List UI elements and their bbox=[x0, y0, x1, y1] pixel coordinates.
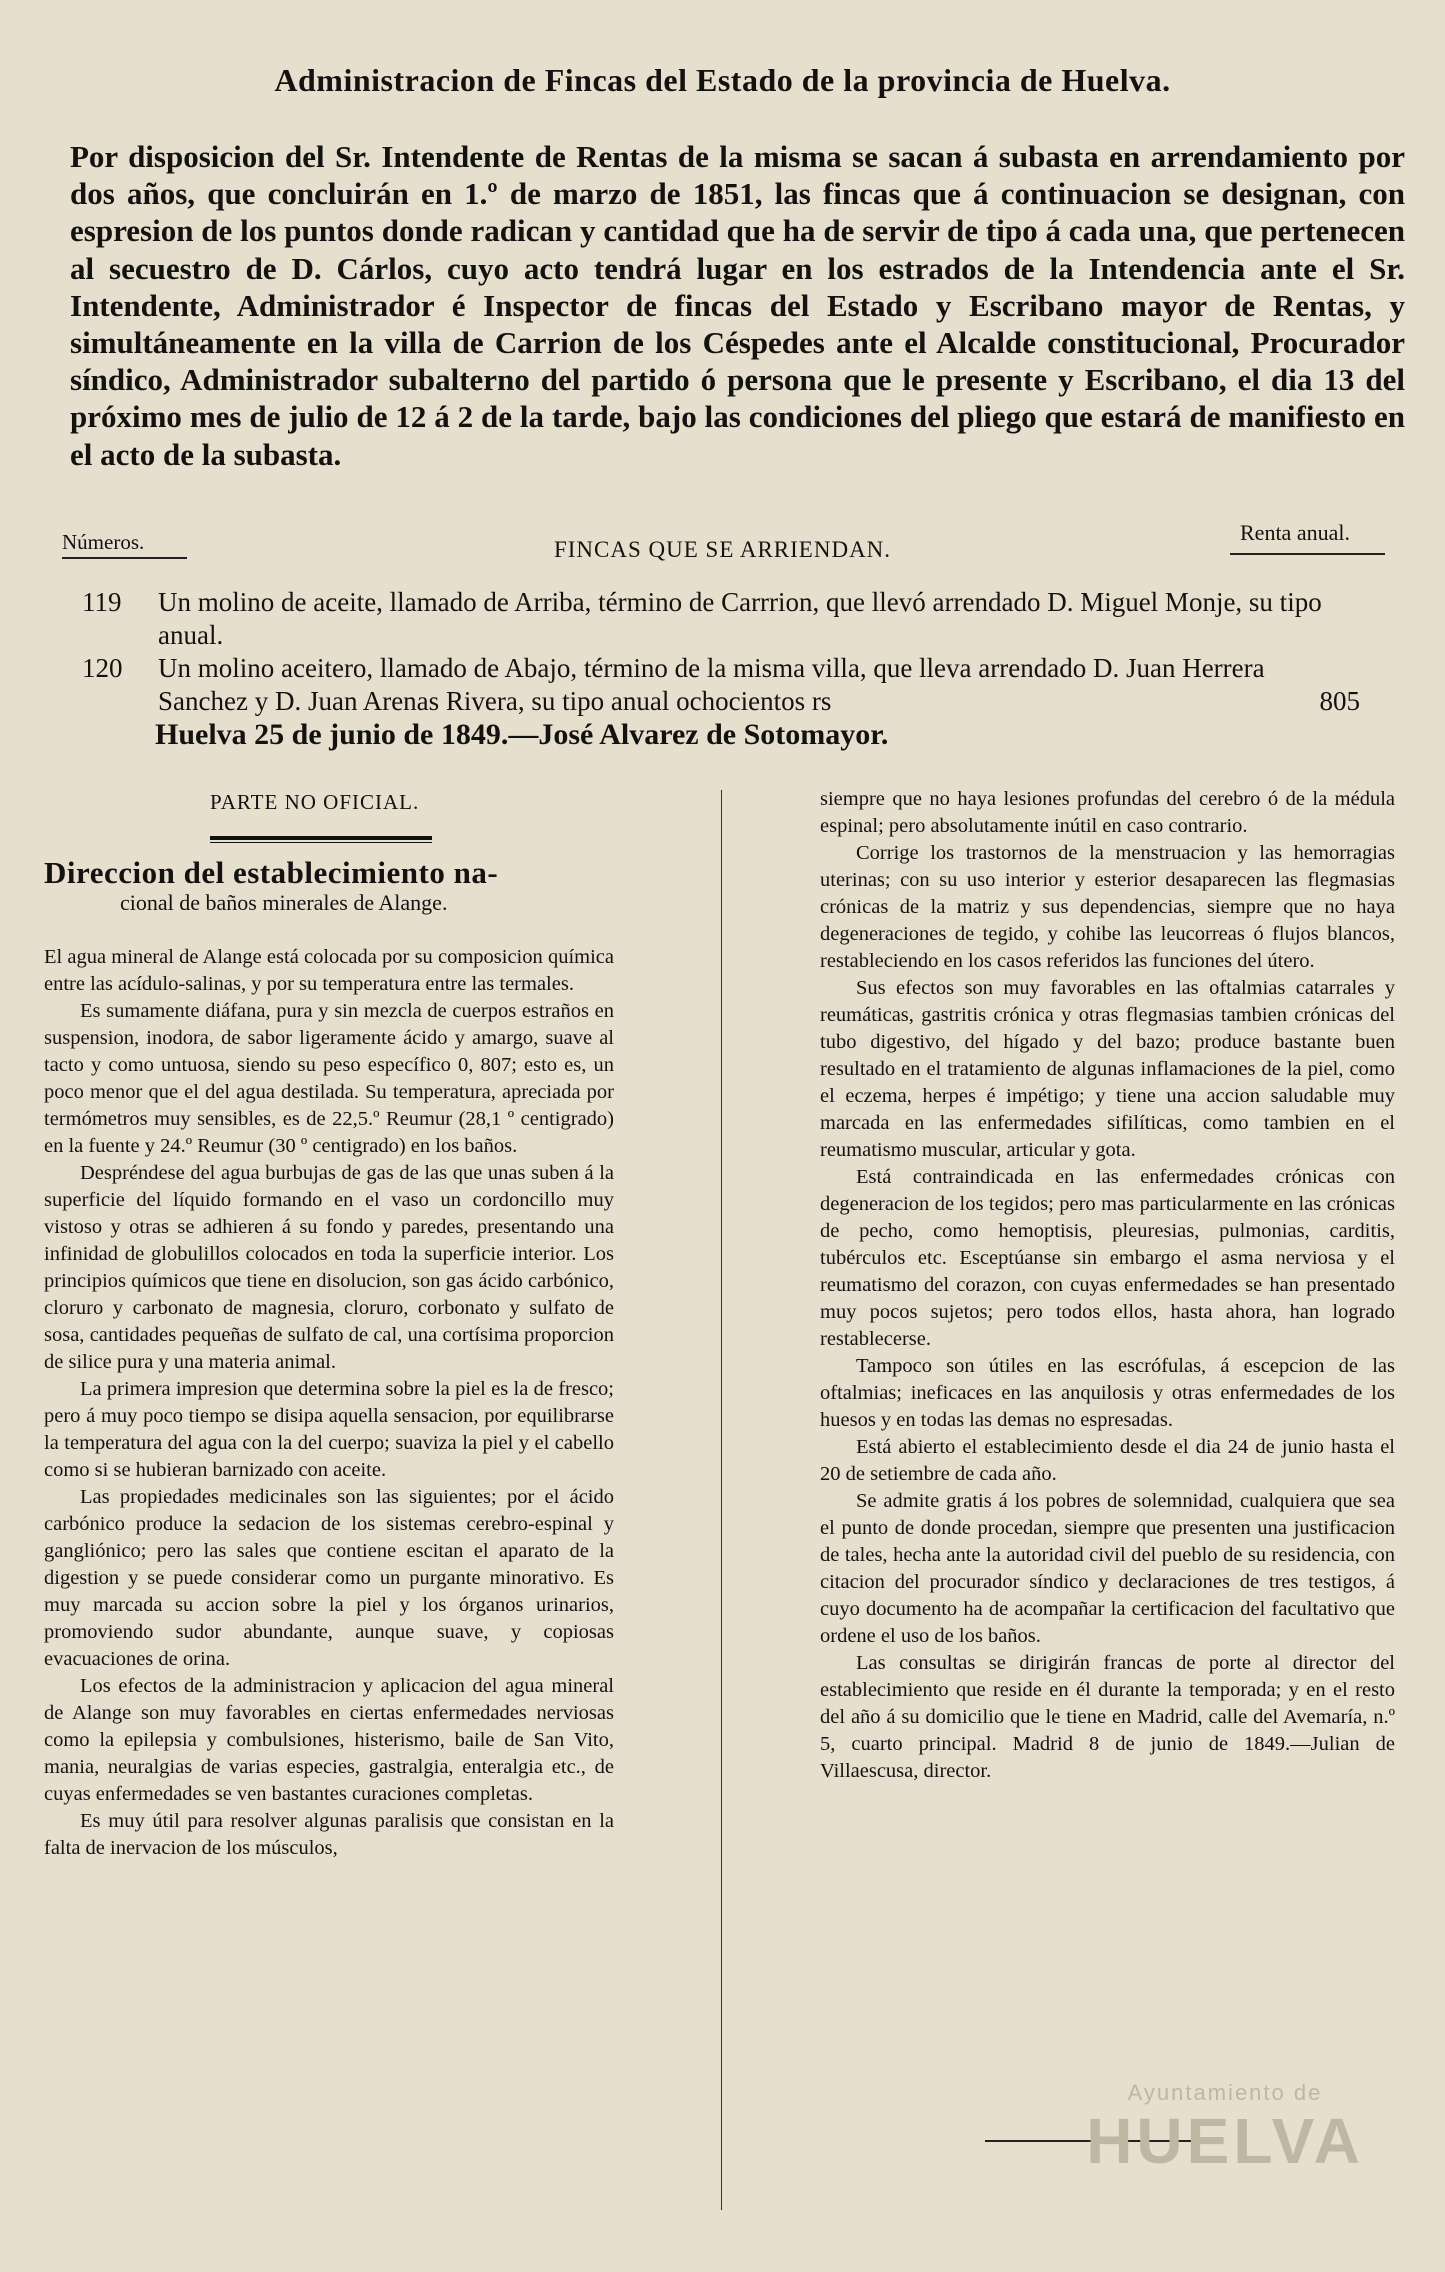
paragraph: El agua mineral de Alange está colocada por su composicion química entre las acídulo-salinas, y por su temperatura entre las termales. bbox=[44, 946, 614, 995]
column-divider bbox=[721, 790, 722, 2210]
numeros-column-label: Números. bbox=[62, 530, 145, 554]
finca-description: Un molino aceitero, llamado de Abajo, término de la misma villa, que lleva arrendado D. Juan Herrera Sanchez y D. Juan Arenas Rivera, su tipo anual ochocientos rs bbox=[158, 653, 1265, 716]
right-column bbox=[820, 786, 1395, 1785]
paragraph: Está abierto el establecimiento desde el dia 24 de junio hasta el 20 de setiembre de cada año. bbox=[820, 1436, 1395, 1485]
archive-watermark bbox=[1060, 2080, 1390, 2240]
article-title: Direccion del establecimiento na- bbox=[44, 855, 499, 890]
paragraph: siempre que no haya lesiones profundas del cerebro ó de la médula espinal; pero absolutamente inútil en caso contrario. bbox=[820, 788, 1395, 837]
section-label: PARTE NO OFICIAL. bbox=[210, 790, 420, 814]
finca-description: Un molino de aceite, llamado de Arriba, término de Carrrion, que llevó arrendado D. Miguel Monje, su tipo anual. bbox=[158, 587, 1322, 650]
paragraph: Corrige los trastornos de la menstruacion y las hemorragias uterinas; con su uso interior y esterior desaparecen las flegmasias crónicas de la matriz y sus dependencias, siempre que no haya degeneraciones de tegido, y cohibe las leucorreas ó flujos blancos, restableciendo en los casos referidos las funciones del útero. bbox=[820, 842, 1395, 972]
renta-rule bbox=[1230, 553, 1385, 555]
fincas-heading: FINCAS QUE SE ARRIENDAN. bbox=[553, 537, 892, 562]
paragraph: Los efectos de la administracion y aplicacion del agua mineral de Alange son muy favorables en ciertas enfermedades nerviosas como la epilepsia y combulsiones, histerismo, baile de San Vito, mania, neuralgias de varias especies, gastralgia, enteralgia etc., de cuyas enfermedades se ven bastantes curaciones completas. bbox=[44, 1675, 614, 1805]
paragraph: Está contraindicada en las enfermedades crónicas con degeneracion de los tegidos; pero mas particularmente en las crónicas de pecho, como hemoptisis, pleuresias, pulmonias, carditis, tubérculos etc. Esceptúanse sin embargo el asma nerviosa y el reumatismo del corazon, con cuyas enfermedades se han presentado muy pocos sujetos; pero todos ellos, hasta ahora, han logrado restablecerse. bbox=[820, 1166, 1395, 1350]
paragraph: Se admite gratis á los pobres de solemnidad, cualquiera que sea el punto de donde procedan, siempre que presenten una justificacion de tales, hecha ante la autoridad civil del pueblo de su residencia, con citacion del procurador síndico y declaraciones de tres testigos, á cuyo documento ha de acompañar la certificacion del facultativo que ordene el uso de los baños. bbox=[820, 1490, 1395, 1647]
watermark-line1: Ayuntamiento de bbox=[1127, 2080, 1323, 2105]
page-title: Administracion de Fincas del Estado de la provincia de Huelva. bbox=[274, 62, 1171, 98]
finca-item bbox=[82, 586, 1372, 652]
paragraph: Despréndese del agua burbujas de gas de las que unas suben á la superficie del líquido formando en el vaso un cordoncillo muy vistoso y otras se adhieren á su fondo y paredes, presentando una infinidad de globulillos colocados en toda la superficie interior. Los principios químicos que tiene en disolucion, son gas ácido carbónico, cloruro y carbonato de magnesia, cloruro, corbonato y sulfato de sosa, cantidades pequeñas de sulfato de cal, una cortísima proporcion de silice pura y una materia animal. bbox=[44, 1162, 614, 1373]
paragraph: Las propiedades medicinales son las siguientes; por el ácido carbónico produce la sedacion de los sistemas cerebro-espinal y gangliónico; pero las sales que contiene escitan el aparato de la digestion y se puede considerar como un purgante minorativo. Es muy marcada su accion sobre la piel y los órganos urinarios, promoviendo sudor abundante, aunque suave, y copiosas evacuaciones de orina. bbox=[44, 1486, 614, 1670]
renta-column-label: Renta anual. bbox=[1240, 520, 1350, 545]
paragraph: Sus efectos son muy favorables en las oftalmias catarrales y reumáticas, gastritis crónica y otras flegmasias tambien crónicas del tubo digestivo, del hígado y del bazo; produce bastante buen resultado en el tratamiento de algunas inflamaciones de la piel, como el eczema, herpes é impétigo; y tiene una accion saludable muy marcada en las enfermedades sifilíticas, como tambien en el reumatismo muscular, articular y gota. bbox=[820, 977, 1395, 1161]
auction-notice: Por disposicion del Sr. Intendente de Rentas de la misma se sacan á subasta en arrendamiento por dos años, que concluirán en 1.º de marzo de 1851, las fincas que á continuacion se designan, con espresion de los puntos donde radican y cantidad que ha de servir de tipo á cada una, que pertenecen al secuestro de D. Cárlos, cuyo acto tendrá lugar en los estrados de la Intendencia ante el Sr. Intendente, Administrador é Inspector de fincas del Estado y Escribano mayor de Rentas, y simultáneamente en la villa de Carrion de los Céspedes ante el Alcalde constitucional, Procurador síndico, Administrador subalterno del partido ó persona que le presente y Escribano, el dia 13 del próximo mes de julio de 12 á 2 de la tarde, bajo las condiciones del pliego que estará de manifiesto en el acto de la subasta. bbox=[70, 139, 1405, 472]
notice-signature: Huelva 25 de junio de 1849.—José Alvarez de Sotomayor. bbox=[155, 718, 889, 751]
finca-rent-amount: 805 bbox=[1319, 686, 1360, 716]
watermark-line2: HUELVA bbox=[1086, 2105, 1364, 2177]
left-column bbox=[44, 944, 614, 1862]
article-subtitle: cional de baños minerales de Alange. bbox=[120, 890, 448, 915]
finca-item bbox=[82, 652, 1372, 718]
finca-number: 119 bbox=[82, 587, 122, 617]
section-rule bbox=[210, 836, 432, 840]
paragraph: La primera impresion que determina sobre la piel es la de fresco; pero á muy poco tiempo se disipa aquella sensacion, por equilibrarse la temperatura del agua con la del cuerpo; suaviza la piel y el cabello como si se hubieran barnizado con aceite. bbox=[44, 1378, 614, 1481]
finca-number: 120 bbox=[82, 653, 123, 683]
paragraph: Es muy útil para resolver algunas paralisis que consistan en la falta de inervacion de los músculos, bbox=[44, 1810, 614, 1859]
paragraph: Tampoco son útiles en las escrófulas, á escepcion de las oftalmias; ineficaces en las anquilosis y otras enfermedades de los huesos y en todas las demas no espresadas. bbox=[820, 1355, 1395, 1431]
paragraph: Es sumamente diáfana, pura y sin mezcla de cuerpos estraños en suspension, inodora, de sabor ligeramente ácido y amargo, suave al tacto y como untuosa, siendo su peso específico 0, 807; esto es, un poco menor que el del agua destilada. Su temperatura, apreciada por termómetros muy sensibles, es de 22,5.º Reumur (28,1 º centigrado) en la fuente y 24.º Reumur (30 º centigrado) en los baños. bbox=[44, 1000, 614, 1157]
paragraph: Las consultas se dirigirán francas de porte al director del establecimiento que reside en él durante la temporada; y en el resto del año á su domicilio que le tiene en Madrid, calle del Avemaría, n.º 5, cuarto principal. Madrid 8 de junio de 1849.—Julian de Villaescusa, director. bbox=[820, 1652, 1395, 1782]
section-rule bbox=[210, 842, 432, 843]
